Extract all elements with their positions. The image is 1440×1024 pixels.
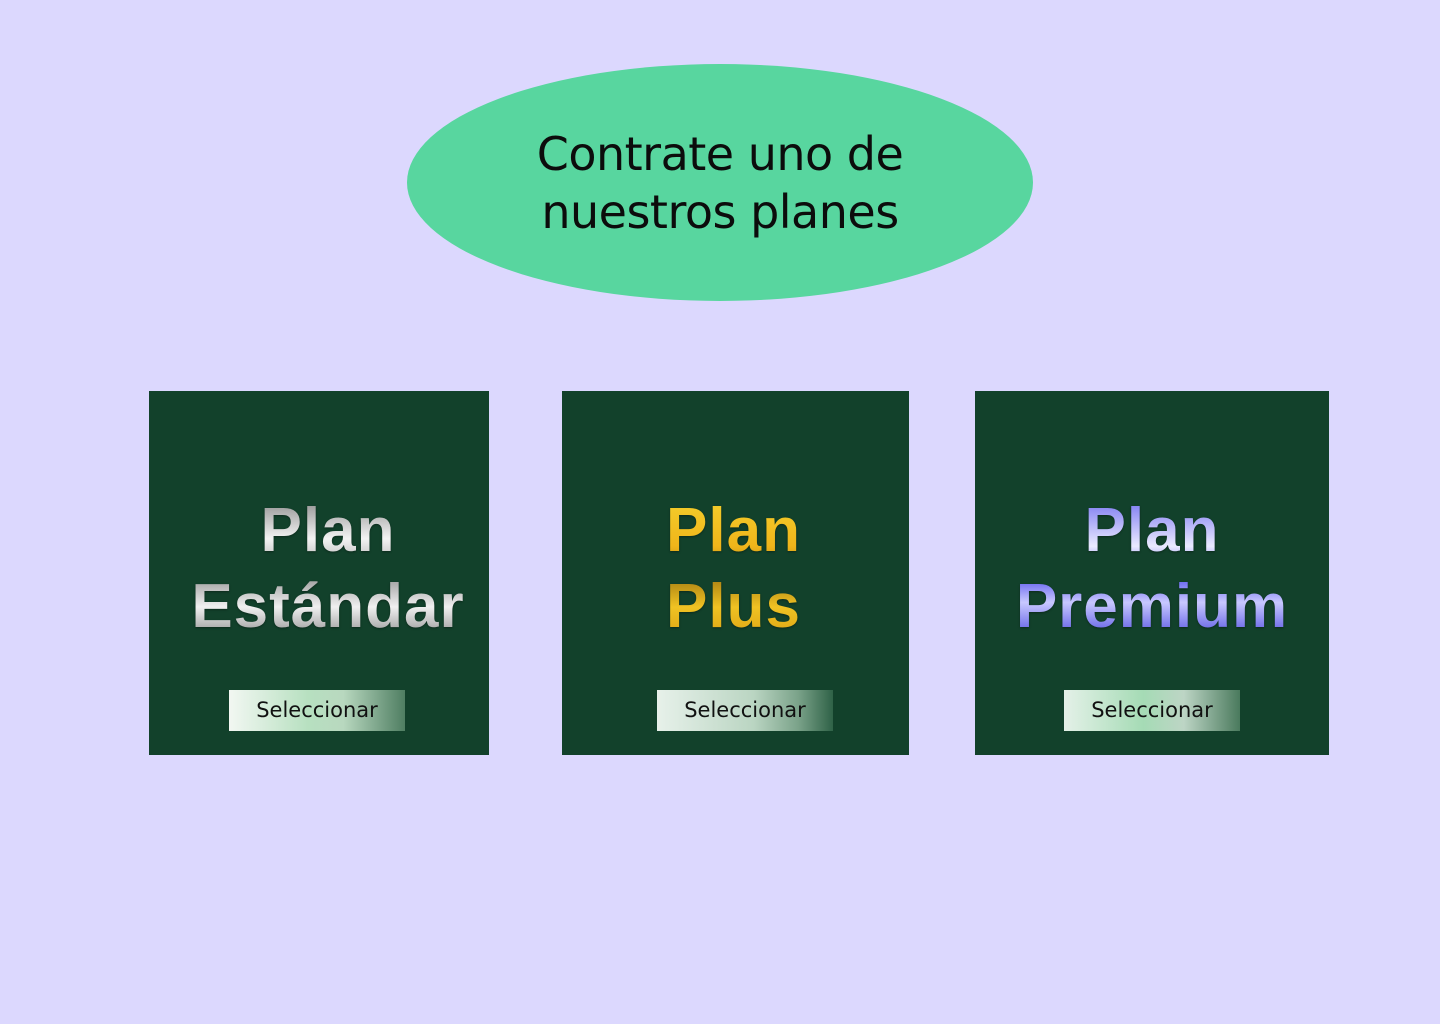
plan-title-premium [975, 493, 1329, 645]
plan-title-line-2: Premium [1015, 572, 1289, 641]
plan-title-line-1: Plan [260, 496, 396, 565]
plan-title-standard [177, 493, 479, 645]
select-plus-button[interactable]: Seleccionar [657, 690, 833, 731]
select-standard-button[interactable]: Seleccionar [229, 690, 405, 731]
plan-card-premium [975, 391, 1329, 755]
plan-card-plus [562, 391, 909, 755]
plan-title-plus [562, 493, 905, 645]
select-premium-button[interactable]: Seleccionar [1064, 690, 1240, 731]
plan-card-standard [149, 391, 489, 755]
plan-title-line-2: Plus [666, 572, 801, 641]
plan-title-line-1: Plan [1084, 496, 1220, 565]
header-banner [407, 64, 1033, 301]
plan-title-line-1: Plan [666, 496, 801, 565]
page-title: Contrate uno de nuestros planes [536, 126, 904, 239]
plan-title-line-2: Estándar [191, 572, 465, 641]
